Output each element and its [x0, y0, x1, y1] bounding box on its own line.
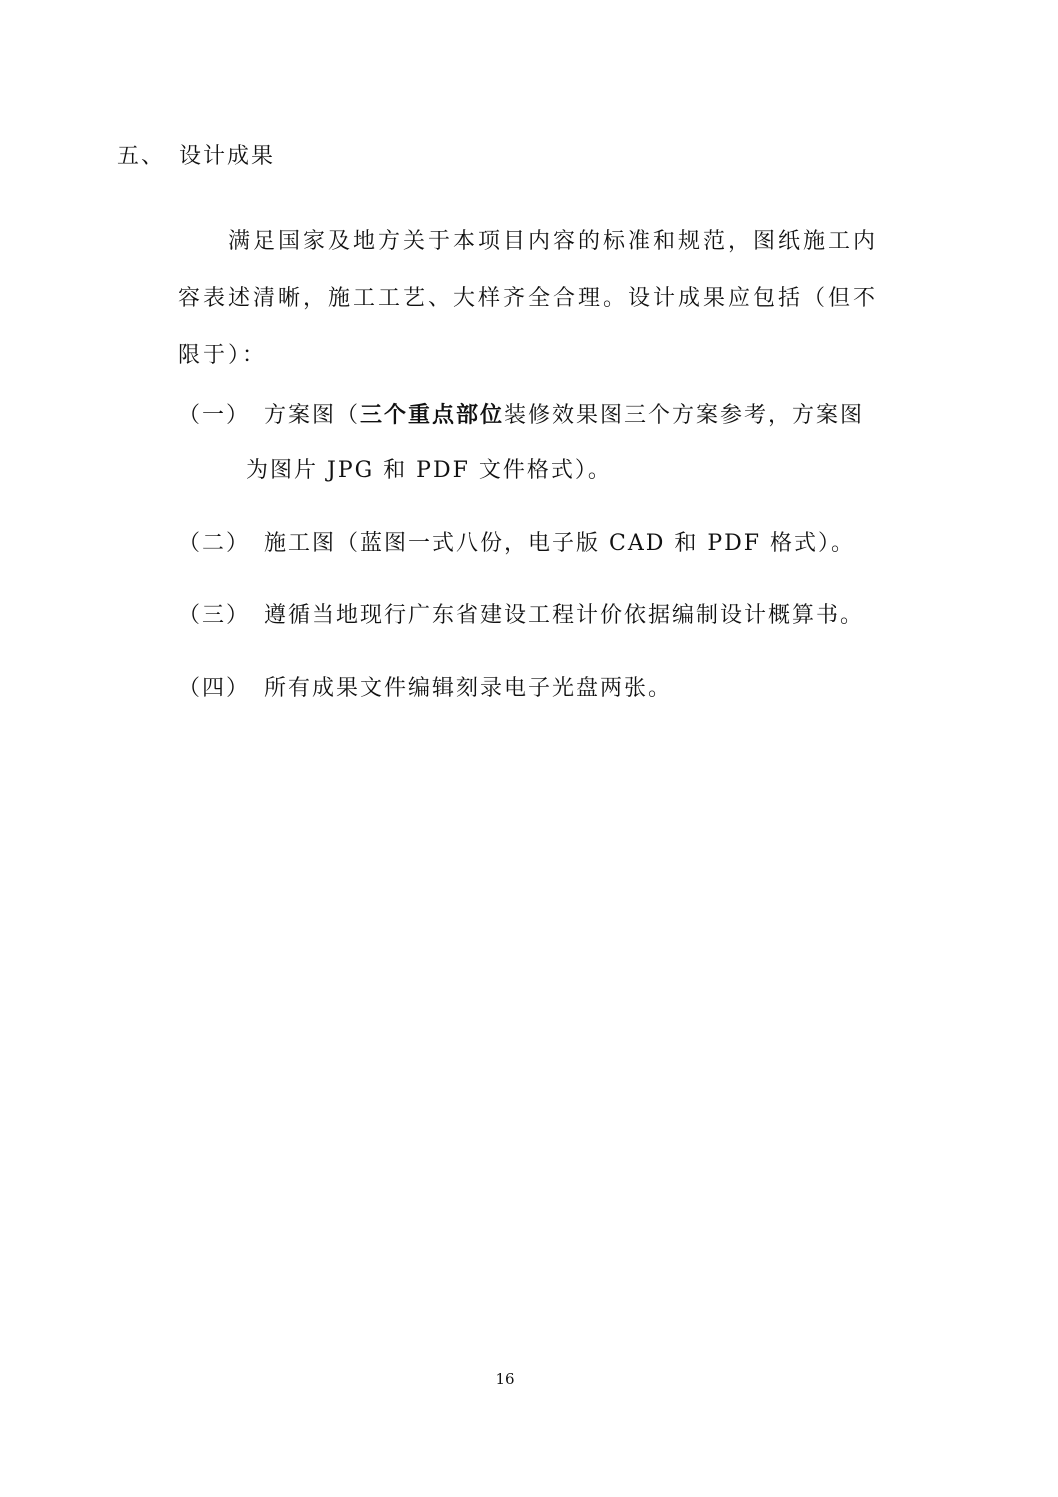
section-heading: [117, 141, 275, 173]
list-item-1: [178, 399, 864, 487]
intro-line: 满足国家及地方关于本项目内容的标准和规范，图纸施工内: [228, 229, 879, 254]
intro-line: 容表述清晰，施工工艺、大样齐全合理。设计成果应包括（但不: [178, 286, 879, 311]
intro-paragraph: [178, 213, 890, 384]
list-marker: （三）: [178, 603, 251, 628]
intro-line: 限于）：: [178, 343, 268, 368]
list-item-text: 所有成果文件编辑刻录电子光盘两张。: [264, 676, 673, 701]
section-number: 五、: [117, 144, 166, 169]
list-item-2: [178, 528, 855, 560]
list-item-3: [178, 600, 864, 632]
list-item-emphasis: 三个重点部位: [360, 402, 505, 428]
page-number: 16: [495, 1370, 515, 1388]
list-item-text: 施工图（蓝图一式八份，电子版 CAD 和 PDF 格式）。: [264, 531, 856, 556]
list-marker: （四）: [178, 676, 251, 701]
list-marker: （一）: [178, 403, 251, 428]
list-marker: （二）: [178, 531, 251, 556]
list-item-text: 遵循当地现行广东省建设工程计价依据编制设计概算书。: [264, 603, 865, 628]
list-item-4: [178, 673, 672, 705]
list-item-continuation: 为图片 JPG 和 PDF 文件格式）。: [246, 458, 612, 483]
section-title: 设计成果: [179, 144, 276, 169]
list-item-text: 方案图（: [264, 403, 361, 428]
list-item-text: 装修效果图三个方案参考，方案图: [504, 403, 865, 428]
